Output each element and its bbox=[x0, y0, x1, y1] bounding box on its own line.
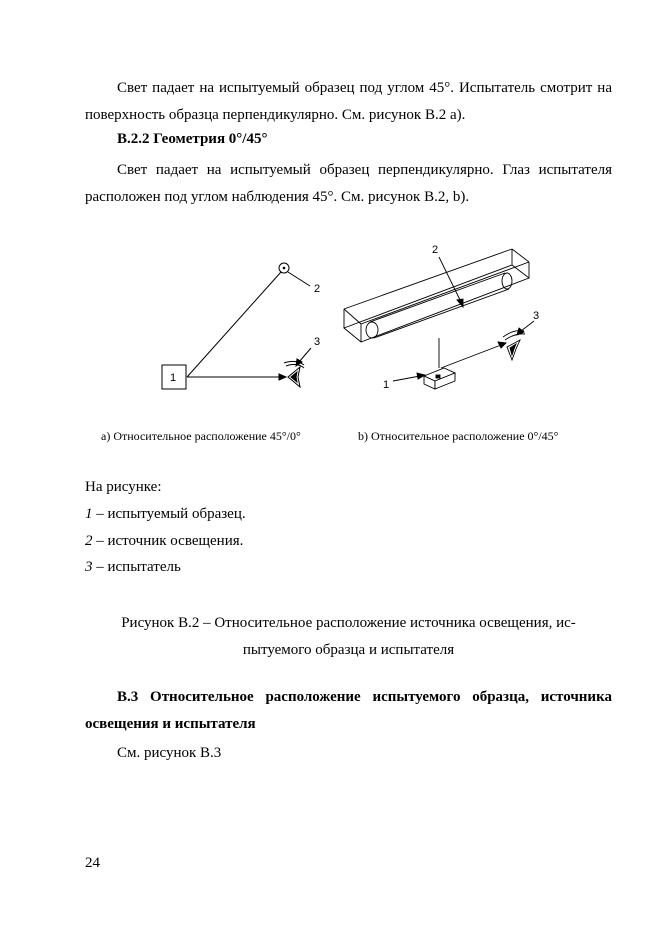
label-a-2: 2 bbox=[314, 283, 321, 295]
label-a-1: 1 bbox=[170, 372, 177, 384]
diagram-a bbox=[162, 263, 311, 389]
section-heading-b3-line-2: освещения и испытателя bbox=[85, 716, 256, 732]
label-b-3: 3 bbox=[533, 310, 540, 322]
section-heading-b22: В.2.2 Геометрия 0°/45° bbox=[117, 131, 268, 147]
legend-text: – источник освещения. bbox=[92, 533, 244, 549]
figure-caption bbox=[85, 610, 612, 664]
figure-caption-line-1: Рисунок В.2 – Относительное расположение источника освещения, ис- bbox=[121, 615, 576, 631]
observer-eye-a bbox=[284, 361, 304, 387]
legend-item-3 bbox=[85, 559, 181, 576]
caption-a: a) Относительное расположение 45°/0° bbox=[101, 429, 301, 443]
legend-text: – испытуемый образец. bbox=[92, 506, 246, 522]
section-heading-b3-line-1: В.3 Относительное расположение испытуемого образца, источника bbox=[117, 689, 612, 705]
caption-b: b) Относительное расположение 0°/45° bbox=[358, 429, 559, 443]
legend-num: 1 bbox=[85, 506, 93, 522]
label-b-2: 2 bbox=[432, 244, 439, 256]
legend-num: 2 bbox=[85, 533, 93, 549]
legend-item-1 bbox=[85, 506, 246, 523]
lamp-tube-end bbox=[366, 322, 378, 338]
diagram-b bbox=[344, 249, 534, 389]
geometry-paragraph: Свет падает на испытуемый образец перпендикулярно. Глаз испытателя расположен под углом наблюдения 45°. См. рисунок В.2, b). bbox=[85, 162, 612, 205]
label-a-3: 3 bbox=[314, 336, 321, 348]
intro-paragraph: Свет падает на испытуемый образец под углом 45°. Испытатель смотрит на поверхность образца перпендикулярно. См. рисунок В.2 а). bbox=[85, 80, 612, 123]
page-number: 24 bbox=[85, 855, 100, 871]
legend-num: 3 bbox=[85, 559, 93, 575]
legend-intro: На рисунке: bbox=[85, 479, 162, 495]
legend-text: – испытатель bbox=[92, 559, 181, 575]
see-figure-b3: См. рисунок В.3 bbox=[117, 745, 222, 761]
legend-item-2 bbox=[85, 533, 243, 550]
figure-b2-diagram bbox=[0, 235, 661, 415]
figure-caption-line-2: пытуемого образца и испытателя bbox=[242, 642, 455, 658]
observer-eye-b bbox=[503, 331, 525, 360]
label-b-1: 1 bbox=[383, 379, 390, 391]
